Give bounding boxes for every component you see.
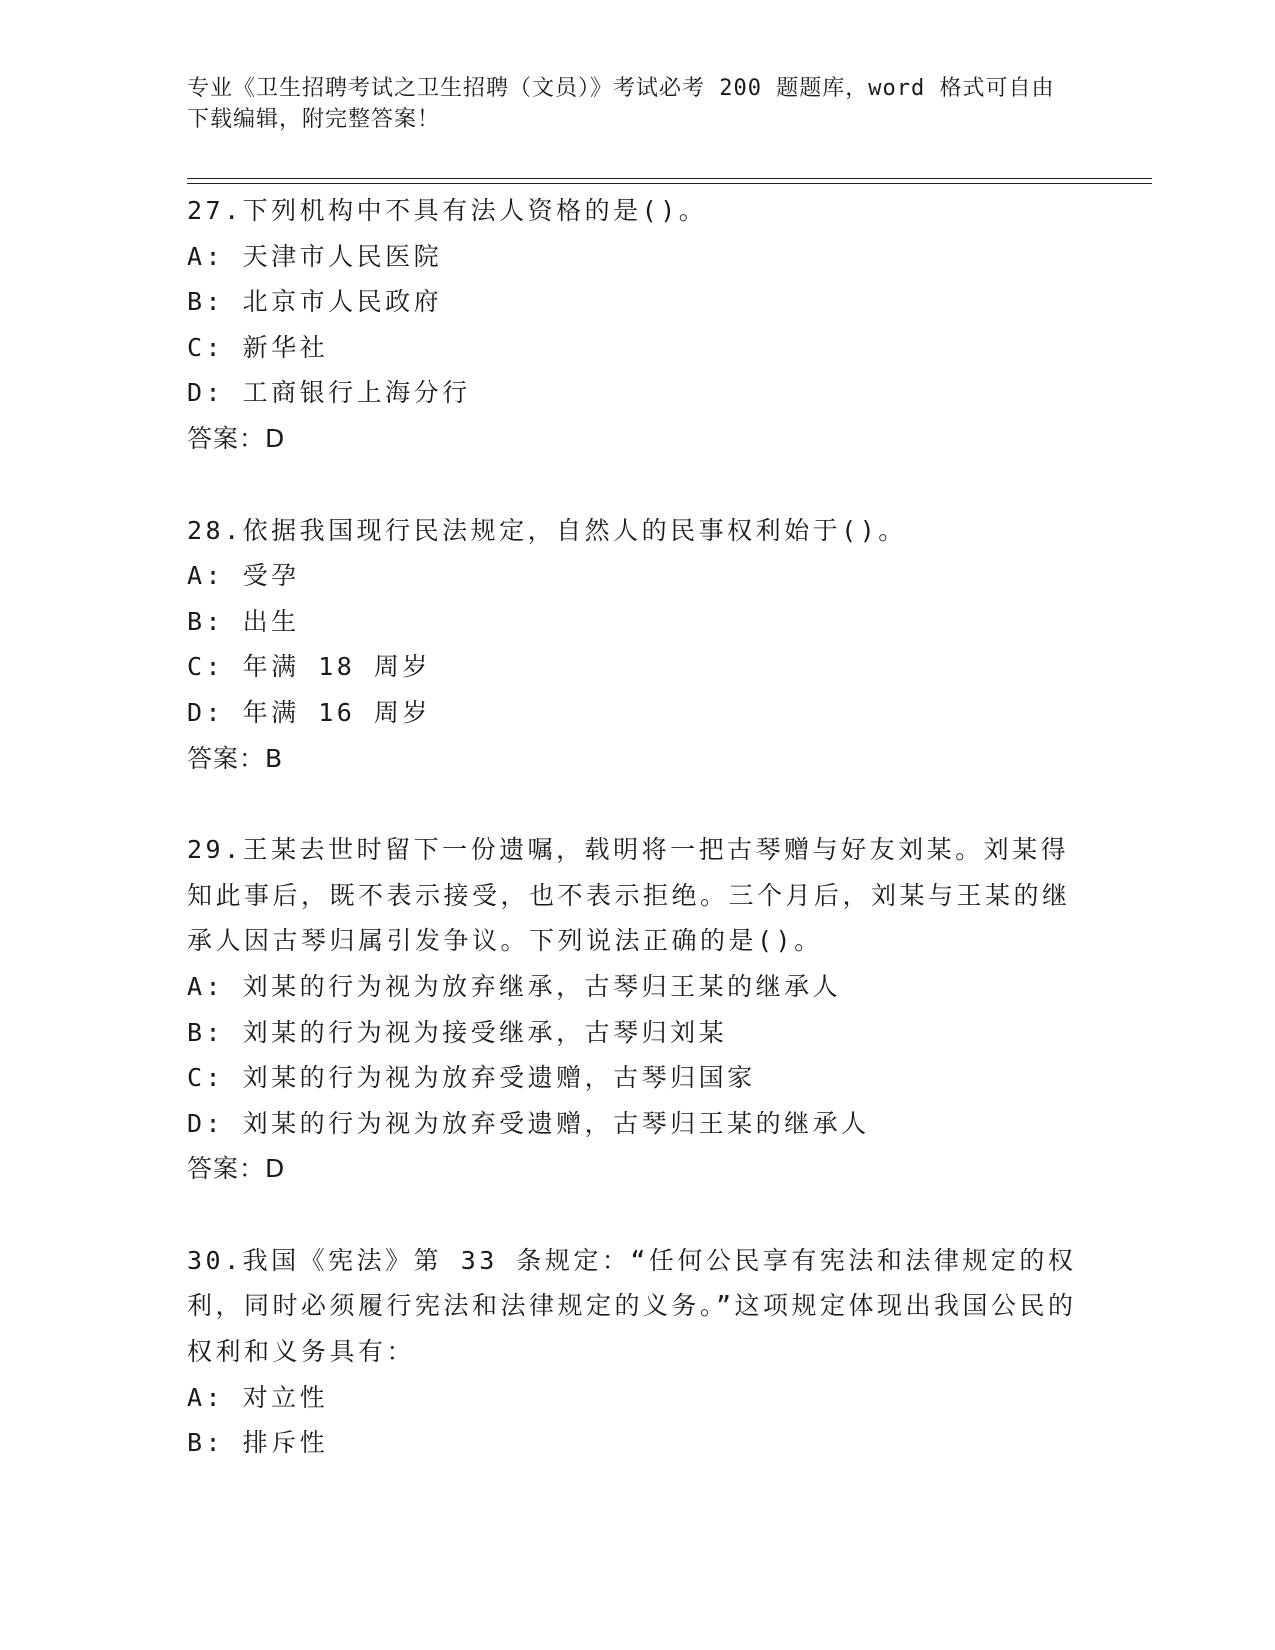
option-c: C: 年满 18 周岁 — [187, 652, 431, 682]
question-29 — [187, 827, 1077, 1192]
option-a: A: 天津市人民医院 — [187, 241, 443, 271]
question-27 — [187, 188, 1077, 462]
answer-line: 答案：D — [187, 423, 286, 453]
question-stem: 29.王某去世时留下一份遗嘱，载明将一把古琴赠与好友刘某。刘某得知此事后，既不表示接受，也不表示拒绝。三个月后，刘某与王某的继承人因古琴归属引发争议。下列说法正确的是()。 — [187, 835, 1071, 956]
option-b: B: 排斥性 — [187, 1428, 329, 1458]
option-b: B: 刘某的行为视为接受继承，古琴归刘某 — [187, 1017, 728, 1047]
question-stem: 28.依据我国现行民法规定，自然人的民事权利始于()。 — [187, 515, 907, 545]
question-28 — [187, 508, 1077, 782]
option-b: B: 出生 — [187, 606, 300, 636]
option-a: A: 对立性 — [187, 1382, 329, 1412]
document-intro: 专业《卫生招聘考试之卫生招聘（文员）》考试必考 200 题题库，word 格式可自由下载编辑，附完整答案！ — [187, 76, 1055, 132]
question-stem: 27.下列机构中不具有法人资格的是()。 — [187, 196, 708, 225]
question-stem: 30.我国《宪法》第 33 条规定：“任何公民享有宪法和法律规定的权利，同时必须履行宪法和法律规定的义务。”这项规定体现出我国公民的权利和义务具有： — [187, 1245, 1077, 1367]
option-b: B: 北京市人民政府 — [187, 287, 443, 317]
option-c: C: 刘某的行为视为放弃受遗赠，古琴归国家 — [187, 1063, 756, 1093]
question-30 — [187, 1238, 1077, 1466]
option-a: A: 刘某的行为视为放弃继承，古琴归王某的继承人 — [187, 971, 842, 1001]
question-list — [187, 188, 1077, 1512]
header-divider-bottom — [187, 183, 1152, 184]
option-a: A: 受孕 — [187, 561, 300, 591]
option-d: D: 工商银行上海分行 — [187, 378, 471, 408]
option-d: D: 年满 16 周岁 — [187, 697, 431, 727]
answer-line: 答案：B — [187, 743, 284, 773]
answer-line: 答案：D — [187, 1154, 286, 1184]
option-c: C: 新华社 — [187, 332, 329, 362]
header-divider-top — [187, 178, 1152, 179]
option-d: D: 刘某的行为视为放弃受遗赠，古琴归王某的继承人 — [187, 1108, 870, 1138]
